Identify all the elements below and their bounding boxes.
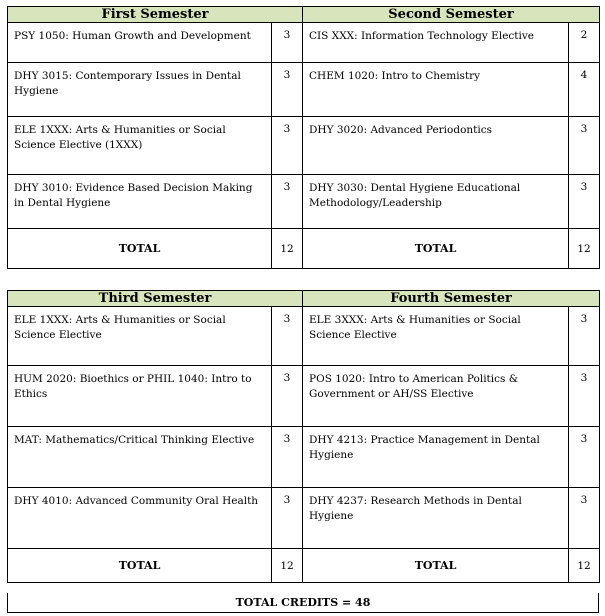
total-label: TOTAL (8, 549, 272, 583)
course-credits: 3 (569, 307, 600, 366)
course-name: MAT: Mathematics/Critical Thinking Elective (8, 427, 272, 488)
course-credits: 3 (569, 366, 600, 427)
total-credits-summary: TOTAL CREDITS = 48 (7, 593, 599, 613)
semester-table-2 (7, 290, 600, 583)
course-credits: 3 (569, 427, 600, 488)
course-name: PSY 1050: Human Growth and Development (8, 23, 272, 63)
course-credits: 3 (272, 488, 303, 549)
course-name: DHY 4213: Practice Management in Dental Hygiene (303, 427, 569, 488)
course-credits: 3 (272, 307, 303, 366)
course-credits: 3 (272, 117, 303, 175)
course-name: DHY 4237: Research Methods in Dental Hygiene (303, 488, 569, 549)
course-name: DHY 3015: Contemporary Issues in Dental Hygiene (8, 63, 272, 117)
third-semester-header: Third Semester (8, 291, 303, 307)
table-row (8, 23, 600, 63)
course-name: DHY 4010: Advanced Community Oral Health (8, 488, 272, 549)
course-credits: 3 (272, 366, 303, 427)
course-name: ELE 1XXX: Arts & Humanities or Social Science Elective (8, 307, 272, 366)
course-name: DHY 3020: Advanced Periodontics (303, 117, 569, 175)
table-row (8, 307, 600, 366)
course-credits: 3 (569, 488, 600, 549)
course-name: HUM 2020: Bioethics or PHIL 1040: Intro to Ethics (8, 366, 272, 427)
total-credits: 12 (569, 549, 600, 583)
course-name: ELE 3XXX: Arts & Humanities or Social Science Elective (303, 307, 569, 366)
course-credits: 3 (272, 23, 303, 63)
course-credits: 2 (569, 23, 600, 63)
semester-table-1 (7, 6, 600, 269)
total-credits: 12 (272, 549, 303, 583)
course-name: DHY 3010: Evidence Based Decision Making in Dental Hygiene (8, 175, 272, 229)
course-name: DHY 3030: Dental Hygiene Educational Methodology/Leadership (303, 175, 569, 229)
total-credits: 12 (569, 229, 600, 269)
total-label: TOTAL (303, 229, 569, 269)
table-row (8, 366, 600, 427)
total-row (8, 229, 600, 269)
table-row (8, 427, 600, 488)
table-row (8, 488, 600, 549)
course-name: POS 1020: Intro to American Politics & Government or AH/SS Elective (303, 366, 569, 427)
total-credits: 12 (272, 229, 303, 269)
course-credits: 3 (272, 427, 303, 488)
total-label: TOTAL (8, 229, 272, 269)
course-credits: 3 (272, 175, 303, 229)
course-credits: 3 (569, 175, 600, 229)
course-name: ELE 1XXX: Arts & Humanities or Social Science Elective (1XXX) (8, 117, 272, 175)
course-credits: 3 (569, 117, 600, 175)
table-row (8, 117, 600, 175)
total-row (8, 549, 600, 583)
course-name: CHEM 1020: Intro to Chemistry (303, 63, 569, 117)
table-row (8, 175, 600, 229)
course-credits: 4 (569, 63, 600, 117)
course-credits: 3 (272, 63, 303, 117)
first-semester-header: First Semester (8, 7, 303, 23)
total-label: TOTAL (303, 549, 569, 583)
fourth-semester-header: Fourth Semester (303, 291, 600, 307)
second-semester-header: Second Semester (303, 7, 600, 23)
course-name: CIS XXX: Information Technology Elective (303, 23, 569, 63)
table-row (8, 63, 600, 117)
